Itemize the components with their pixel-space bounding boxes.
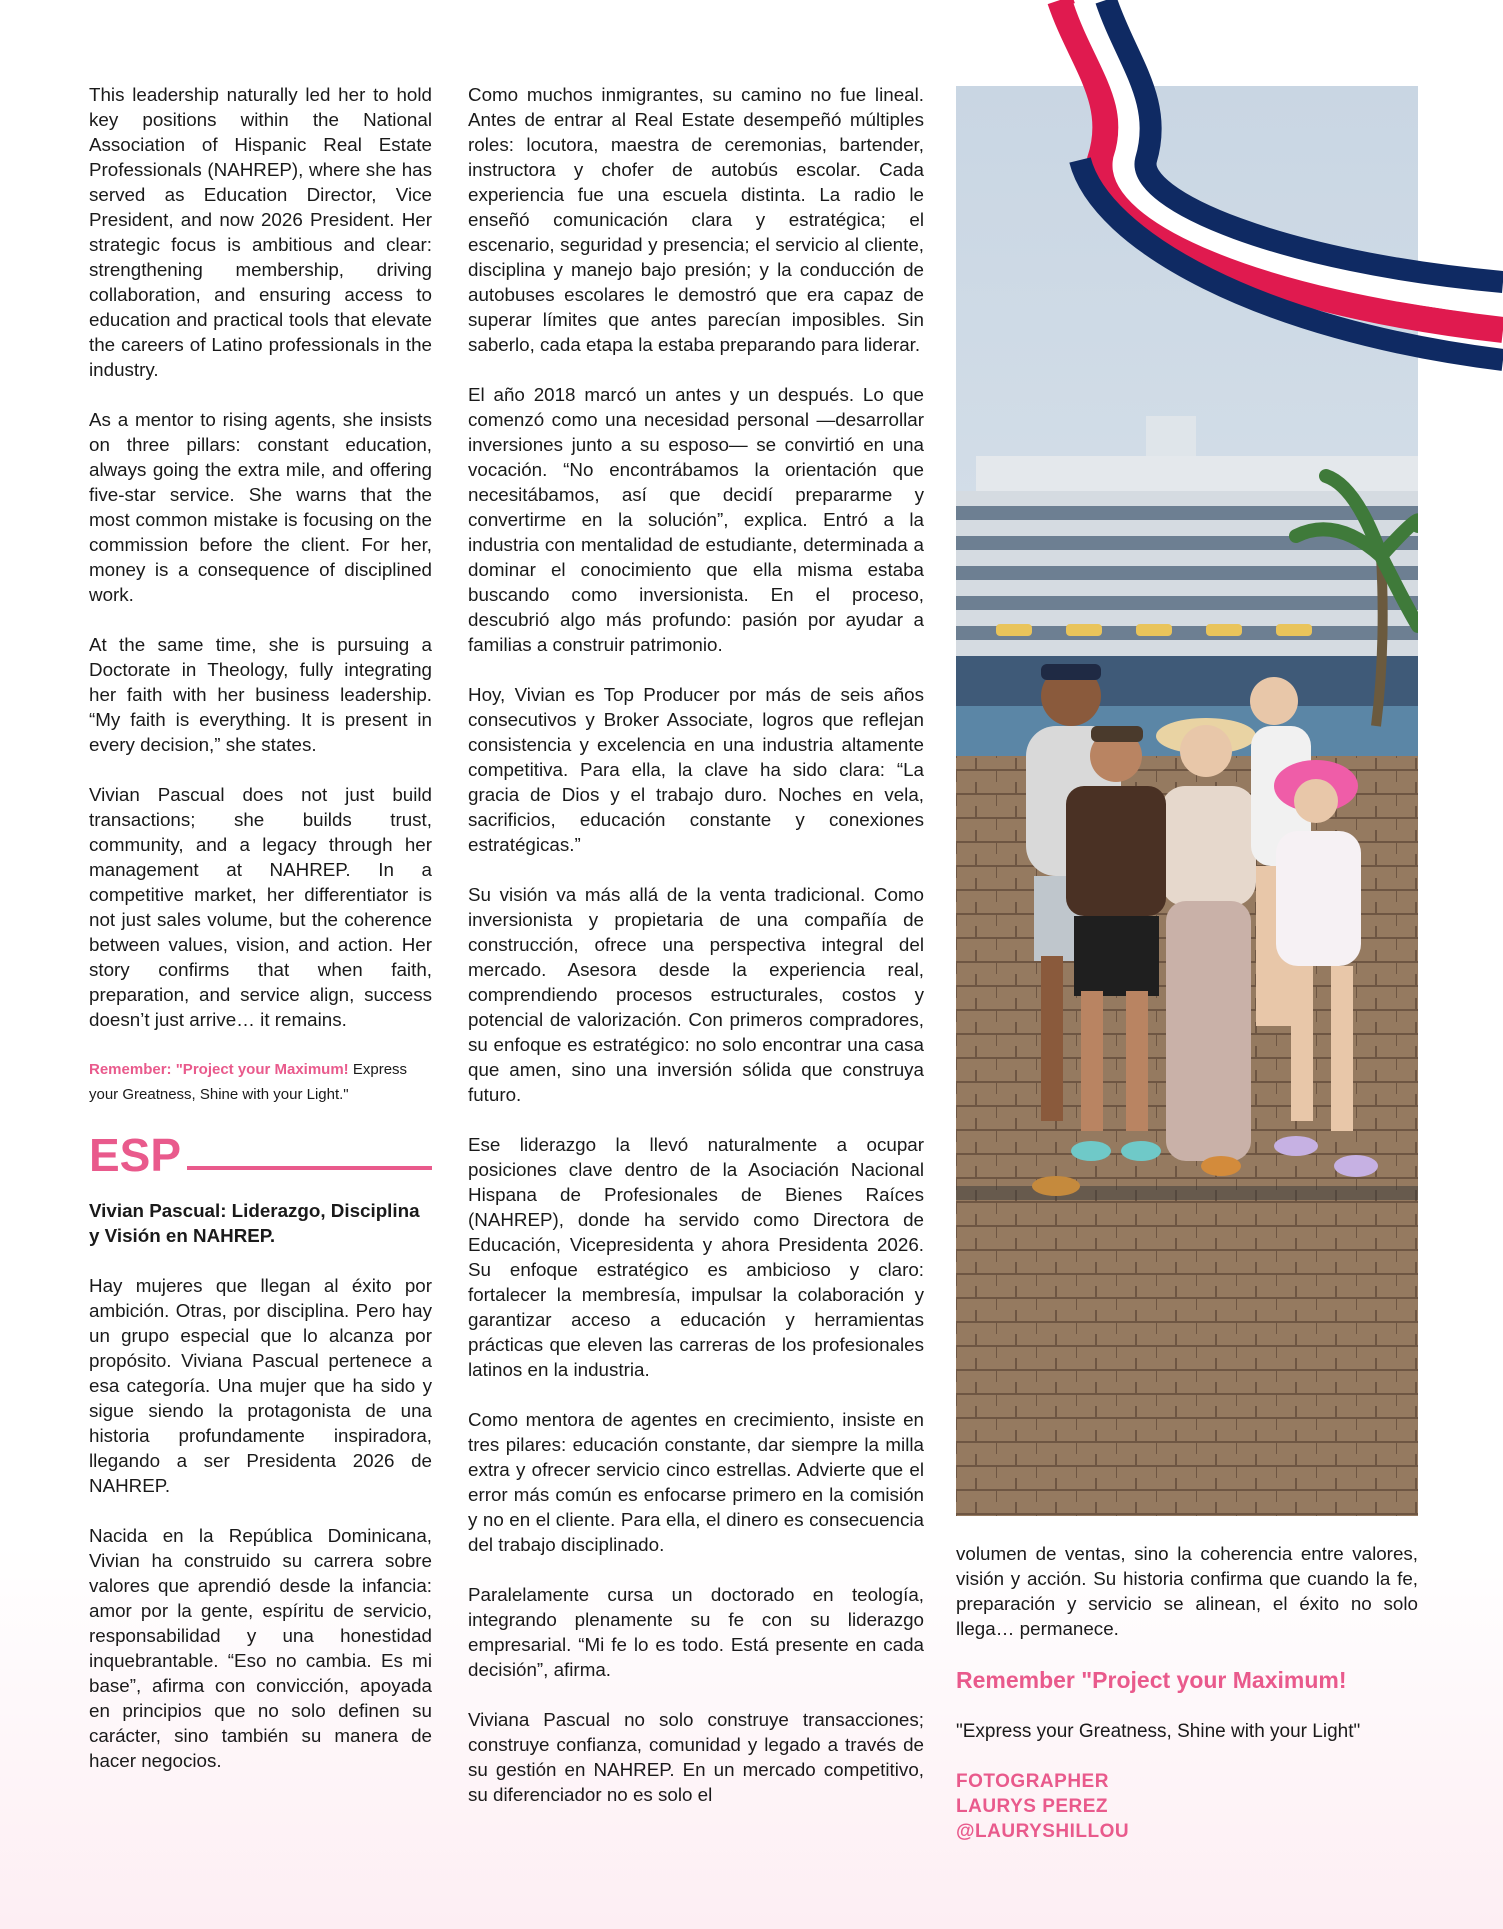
remember-text: Express your Greatness, Shine with your Light.": [89, 1061, 408, 1103]
spanish-subtitle: Vivian Pascual: Liderazgo, Disciplina y Visión en NAHREP.: [89, 1200, 420, 1246]
remember-label: Remember: "Project your Maximum!: [89, 1061, 349, 1078]
column-middle: [468, 82, 924, 1832]
flag-ribbon-decoration: [1040, 0, 1503, 410]
esp-divider: [187, 1166, 432, 1170]
paragraph: At the same time, she is pursuing a Doctorate in Theology, fully integrating her faith with her business leadership. “My faith is everything. It is present in every decision,” she states.: [89, 634, 432, 755]
credit-role: FOTOGRAPHER: [956, 1771, 1109, 1792]
paragraph: Como mentora de agentes en crecimiento, insiste en tres pilares: educación constante, dar siempre la milla extra y ofrecer servicio cinco estrellas. Advierte que el error más común es enfocarse primero en la comisión y no en el cliente. Para ella, el dinero es consecuencia del trabajo disciplinado.: [468, 1409, 924, 1555]
paragraph: Nacida en la República Dominicana, Vivian ha construido su carrera sobre valores que aprendió desde la infancia: amor por la gente, espíritu de servicio, responsabilidad y una honestidad inquebrantable. “Eso no cambia. Es mi base”, afirma con convicción, apoyada en principios que no solo definen su carácter, sino también su manera de hacer negocios.: [89, 1525, 432, 1771]
paragraph: Como muchos inmigrantes, su camino no fue lineal. Antes de entrar al Real Estate desempeñó múltiples roles: locutora, maestra de ceremonias, bartender, instructora y chofer de autobús escolar. Cada experiencia fue una escuela distinta. La radio le enseñó comunicación clara y estratégica; el escenario, seguridad y presencia; el servicio al cliente, disciplina y manejo bajo presión; y la conducción de autobuses escolares le demostró que era capaz de superar límites que antes parecían imposibles. Sin saberlo, cada etapa la estaba preparando para liderar.: [468, 84, 924, 355]
paragraph: Su visión va más allá de la venta tradicional. Como inversionista y propietaria de una compañía de construcción, ofrece una perspectiva integral del mercado. Asesora desde la experiencia real, comprendiendo procesos estructurales, costos y potencial de valorización. Con primeros compradores, su enfoque es estratégico: no solo encontrar una casa que amen, sino una inversión sólida que construya futuro.: [468, 884, 924, 1105]
credit-name: LAURYS PEREZ: [956, 1796, 1109, 1817]
column-right: [956, 1541, 1418, 1844]
credit-handle: @LAURYSHILLOU: [956, 1821, 1130, 1842]
paragraph: As a mentor to rising agents, she insists on three pillars: constant education, always going the extra mile, and offering five-star service. She warns that the most common mistake is focusing on the commission before the client. For her, money is a consequence of disciplined work.: [89, 409, 432, 605]
remember-note: [89, 1057, 432, 1107]
esp-heading-row: [89, 1129, 432, 1181]
express-line: "Express your Greatness, Shine with your Light": [956, 1721, 1361, 1742]
paragraph: Vivian Pascual does not just build transactions; she builds trust, community, and a legacy through her management at NAHREP. In a competitive market, her differentiator is not just sales volume, but the coherence between values, vision, and action. Her story confirms that when faith, preparation, and service align, success doesn’t just arrive… it remains.: [89, 784, 432, 1030]
paragraph: This leadership naturally led her to hold key positions within the National Association of Hispanic Real Estate Professionals (NAHREP), where she has served as Education Director, Vice President, and now 2026 President. Her strategic focus is ambitious and clear: strengthening membership, driving collaboration, and ensuring access to education and practical tools that elevate the careers of Latino professionals in the industry.: [89, 84, 432, 380]
remember-title: Remember "Project your Maximum!: [956, 1667, 1347, 1693]
paragraph: Viviana Pascual no solo construye transacciones; construye confianza, comunidad y legado a través de su gestión en NAHREP. En un mercado competitivo, su diferenciador no es solo el: [468, 1709, 924, 1805]
column-left: [89, 82, 432, 1798]
paragraph: volumen de ventas, sino la coherencia entre valores, visión y acción. Su historia confirma que cuando la fe, preparación y servicio se alinean, el éxito no solo llega… permanece.: [956, 1543, 1418, 1639]
paragraph: Hay mujeres que llegan al éxito por ambición. Otras, por disciplina. Pero hay un grupo especial que lo alcanza por propósito. Viviana Pascual pertenece a esa categoría. Una mujer que ha sido y sigue siendo la protagonista de una historia profundamente inspiradora, llegando a ser Presidenta 2026 de NAHREP.: [89, 1275, 432, 1496]
paragraph: Paralelamente cursa un doctorado en teología, integrando plenamente su fe con su liderazgo empresarial. “Mi fe lo es todo. Está presente en cada decisión”, afirma.: [468, 1584, 924, 1680]
paragraph: El año 2018 marcó un antes y un después. Lo que comenzó como una necesidad personal —desarrollar inversiones junto a su esposo— se convirtió en una vocación. “No encontrábamos la orientación que necesitábamos, así que decidí prepararme y convertirme en la solución”, explica. Entró a la industria con mentalidad de estudiante, determinada a dominar el conocimiento que ella misma estaba buscando como inversionista. En el proceso, descubrió algo más profundo: pasión por ayudar a familias a construir patrimonio.: [468, 384, 924, 655]
esp-heading: ESP: [89, 1129, 182, 1181]
cruise-ship: [956, 416, 1418, 721]
photo-credits: [956, 1769, 1418, 1844]
paragraph: Hoy, Vivian es Top Producer por más de seis años consecutivos y Broker Associate, logros que reflejan consistencia y excelencia en una industria altamente competitiva. Para ella, la clave ha sido clara: “La gracia de Dios y el trabajo duro. Noches en vela, sacrificios, educación constante y conexiones estratégicas.”: [468, 684, 924, 855]
paragraph: Ese liderazgo la llevó naturalmente a ocupar posiciones clave dentro de la Asociación Nacional Hispana de Profesionales de Bienes Raíces (NAHREP), donde ha servido como Directora de Educación, Vicepresidenta y ahora Presidenta 2026. Su enfoque estratégico es ambicioso y claro: fortalecer la membresía, impulsar la colaboración y garantizar acceso a educación y herramientas prácticas que eleven las carreras de los profesionales latinos en la industria.: [468, 1134, 924, 1380]
